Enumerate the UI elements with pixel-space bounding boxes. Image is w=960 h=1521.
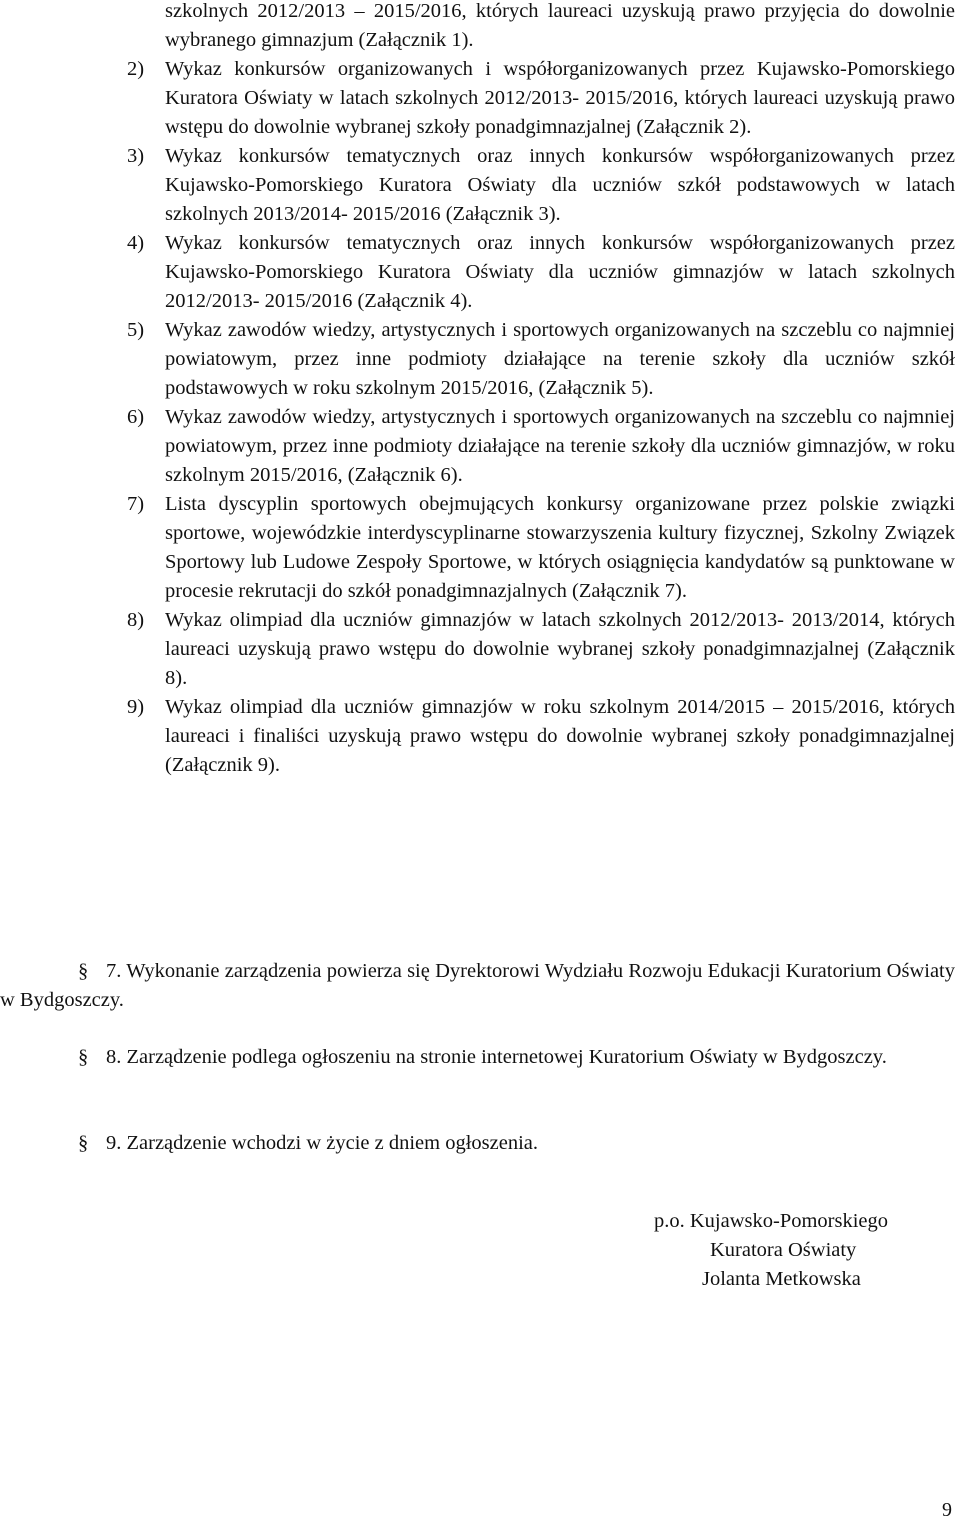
list-item-number: 9) — [127, 696, 145, 718]
list-item-number: 8) — [127, 609, 145, 631]
signature-title: p.o. Kujawsko-Pomorskiego — [654, 1210, 889, 1232]
section-mark: § — [78, 960, 89, 982]
list-item-text: Wykaz konkursów tematycznych oraz innych konkursów współorganizowanych przez Kujawsko-Pomorskiego Kuratora Oświaty dla uczniów szkół podstawowych w latach szkolnych 2013/2014- 2015/2016 (Załącznik 3). — [165, 145, 955, 225]
paragraph-8 — [0, 1043, 955, 1072]
paragraph-text: 8. Zarządzenie podlega ogłoszeniu na stronie internetowej Kuratorium Oświaty w Bydgoszczy. — [106, 1046, 887, 1068]
list-item-text: Wykaz konkursów tematycznych oraz innych konkursów współorganizowanych przez Kujawsko-Pomorskiego Kuratora Oświaty dla uczniów gimnazjów w latach szkolnych 2012/2013- 2015/2016 (Załącznik 4). — [165, 232, 955, 312]
list-item-text: Wykaz zawodów wiedzy, artystycznych i sportowych organizowanych na szczeblu co najmniej powiatowym, przez inne podmioty działające na terenie szkoły dla uczniów szkół podstawowych w roku szkolnym 2015/2016, (Załącznik 5). — [165, 319, 955, 399]
list-item-6 — [0, 403, 955, 490]
page-number: 9 — [942, 1499, 952, 1521]
section-mark: § — [78, 1046, 89, 1068]
signature-office: Kuratora Oświaty — [710, 1239, 857, 1261]
paragraph-7 — [0, 957, 955, 1015]
list-item-number: 2) — [127, 58, 145, 80]
list-item-9 — [0, 693, 955, 780]
signature-name: Jolanta Metkowska — [702, 1268, 861, 1290]
section-mark: § — [78, 1132, 89, 1154]
list-item-number: 5) — [127, 319, 145, 341]
list-item-5 — [0, 316, 955, 403]
list-item-number: 6) — [127, 406, 145, 428]
paragraph-text: 9. Zarządzenie wchodzi w życie z dniem ogłoszenia. — [106, 1132, 539, 1154]
paragraph-text: 7. Wykonanie zarządzenia powierza się Dyrektorowi Wydziału Rozwoju Edukacji Kuratorium Oświaty w Bydgoszczy. — [0, 960, 955, 1011]
list-item-text: Wykaz olimpiad dla uczniów gimnazjów w roku szkolnym 2014/2015 – 2015/2016, których laureaci i finaliści uzyskują prawo wstępu do dowolnie wybranej szkoły ponadgimnazjalnej (Załącznik 9). — [165, 696, 955, 776]
list-item-8 — [0, 606, 955, 693]
list-item-number: 3) — [127, 145, 145, 167]
paragraph-9 — [0, 1129, 955, 1158]
list-item-2 — [0, 55, 955, 142]
attachment-list — [0, 55, 960, 780]
list-item-4 — [0, 229, 955, 316]
list-item-text: Wykaz olimpiad dla uczniów gimnazjów w latach szkolnych 2012/2013- 2013/2014, których laureaci uzyskują prawo wstępu do dowolnie wybranej szkoły ponadgimnazjalnej (Załącznik 8). — [165, 609, 955, 689]
continued-item-text: szkolnych 2012/2013 – 2015/2016, których laureaci uzyskują prawo przyjęcia do dowolnie wybranego gimnazjum (Załącznik 1). — [165, 0, 955, 51]
list-item-number: 4) — [127, 232, 145, 254]
signature-block — [650, 1207, 960, 1294]
list-item-text: Wykaz konkursów organizowanych i współorganizowanych przez Kujawsko-Pomorskiego Kuratora Oświaty w latach szkolnych 2012/2013- 2015/2016, których laureaci uzyskują prawo wstępu do dowolnie wybranej szkoły ponadgimnazjalnej (Załącznik 2). — [165, 58, 955, 138]
list-item-text: Wykaz zawodów wiedzy, artystycznych i sportowych organizowanych na szczeblu co najmniej powiatowym, przez inne podmioty działające na terenie szkoły dla uczniów gimnazjów, w roku szkolnym 2015/2016, (Załącznik 6). — [165, 406, 955, 486]
list-item-number: 7) — [127, 493, 145, 515]
continued-list-item-1 — [165, 0, 955, 55]
list-item-text: Lista dyscyplin sportowych obejmujących konkursy organizowane przez polskie związki sportowe, wojewódzkie interdyscyplinarne stowarzyszenia kultury fizycznej, Szkolny Związek Sportowy lub Ludowe Zespoły Sportowe, w których osiągnięcia kandydatów są punktowane w procesie rekrutacji do szkół ponadgimnazjalnych (Załącznik 7). — [165, 493, 955, 602]
list-item-7 — [0, 490, 955, 606]
list-item-3 — [0, 142, 955, 229]
